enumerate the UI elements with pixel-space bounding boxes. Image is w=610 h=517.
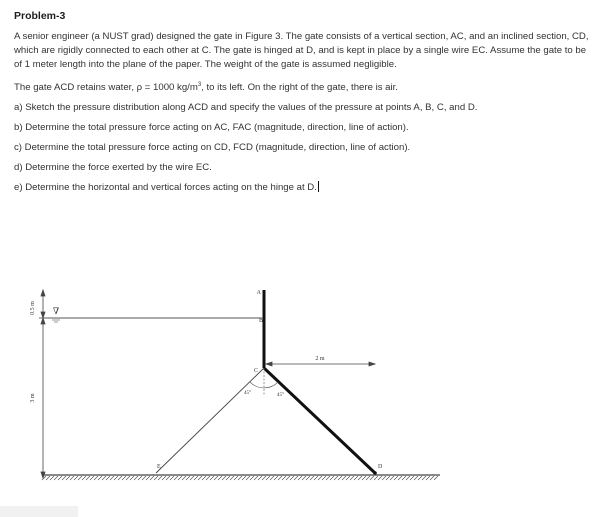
hatch-mark — [226, 476, 230, 480]
hatch-mark — [270, 476, 274, 480]
hatch-mark — [150, 476, 154, 480]
hatch-mark — [382, 476, 386, 480]
hatch-mark — [358, 476, 362, 480]
hatch-mark — [122, 476, 126, 480]
hatch-mark — [362, 476, 366, 480]
retains-statement — [14, 78, 596, 95]
hatch-mark — [322, 476, 326, 480]
problem-document — [14, 10, 596, 201]
retains-text-before: The gate ACD retains water, ρ = 1000 kg/m — [14, 82, 198, 94]
hatch-mark — [174, 476, 178, 480]
text-cursor — [318, 181, 319, 192]
gate-figure — [0, 278, 610, 517]
hatch-mark — [390, 476, 394, 480]
question-e-text: e) Determine the horizontal and vertical forces acting on the hinge at D. — [14, 182, 317, 194]
wire-ec — [156, 368, 264, 473]
problem-title: Problem-3 — [14, 10, 66, 22]
hatch-mark — [294, 476, 298, 480]
hatch-mark — [298, 476, 302, 480]
hatch-mark — [242, 476, 246, 480]
hatch-mark — [70, 476, 74, 480]
hatch-mark — [306, 476, 310, 480]
hatch-mark — [266, 476, 270, 480]
hatch-mark — [282, 476, 286, 480]
hatch-mark — [74, 476, 78, 480]
hatch-mark — [274, 476, 278, 480]
question-c: c) Determine the total pressure force acting on CD, FCD (magnitude, direction, line of action). — [14, 142, 411, 154]
retains-text-after: , to its left. On the right of the gate, there is air. — [201, 82, 398, 94]
hatch-mark — [114, 476, 118, 480]
hatch-mark — [170, 476, 174, 480]
hatch-mark — [278, 476, 282, 480]
hatch-mark — [146, 476, 150, 480]
hatch-mark — [374, 476, 378, 480]
hatch-mark — [394, 476, 398, 480]
hatch-mark — [162, 476, 166, 480]
hatch-mark — [178, 476, 182, 480]
hatch-mark — [206, 476, 210, 480]
label-b: B — [258, 318, 263, 324]
hatch-mark — [86, 476, 90, 480]
hatch-mark — [410, 476, 414, 480]
hatch-mark — [130, 476, 134, 480]
hatch-mark — [82, 476, 86, 480]
angle-left-label: 45° — [244, 391, 251, 396]
hatch-mark — [250, 476, 254, 480]
hatch-mark — [106, 476, 110, 480]
hatch-mark — [290, 476, 294, 480]
label-c: C — [253, 368, 258, 374]
hatch-mark — [90, 476, 94, 480]
label-a: A — [256, 290, 261, 296]
hatch-mark — [214, 476, 218, 480]
hatch-mark — [310, 476, 314, 480]
hatch-mark — [254, 476, 258, 480]
hatch-mark — [238, 476, 242, 480]
hatch-mark — [126, 476, 130, 480]
dim-top-label: 0.5 m — [30, 301, 36, 315]
hatch-mark — [98, 476, 102, 480]
water-surface-symbol: ∇ — [52, 306, 60, 316]
hatch-mark — [366, 476, 370, 480]
hatch-mark — [230, 476, 234, 480]
hatch-mark — [166, 476, 170, 480]
hatch-mark — [134, 476, 138, 480]
hatch-mark — [370, 476, 374, 480]
problem-intro: A senior engineer (a NUST grad) designed the gate in Figure 3. The gate consists of a vertical section, AC, and an inclined section, CD, which are rigidly connected to each other at C. The gate is hinged at D, and is kept in place by a single wire EC. Assume the gate to be of 1 meter length into the plane of the paper. The weight of the gate is assumed negligible. — [14, 31, 589, 70]
dim-bottom-label: 3 m — [30, 393, 36, 403]
hatch-mark — [234, 476, 238, 480]
hatch-mark — [118, 476, 122, 480]
question-a: a) Sketch the pressure distribution along ACD and specify the values of the pressure at points A, B, C, and D. — [14, 102, 478, 114]
hatch-mark — [342, 476, 346, 480]
label-d: D — [378, 464, 383, 470]
hatch-mark — [222, 476, 226, 480]
hatch-mark — [58, 476, 62, 480]
ground-hatching — [42, 476, 438, 480]
hatch-mark — [386, 476, 390, 480]
hatch-mark — [326, 476, 330, 480]
hatch-mark — [258, 476, 262, 480]
hatch-mark — [430, 476, 434, 480]
hatch-mark — [194, 476, 198, 480]
hatch-mark — [46, 476, 50, 480]
hatch-mark — [110, 476, 114, 480]
retains-superscript: 3 — [197, 82, 202, 88]
dim-horizontal-label: 2 m — [315, 356, 325, 362]
hatch-mark — [94, 476, 98, 480]
horizontal-dimension — [266, 362, 375, 366]
hatch-mark — [218, 476, 222, 480]
hatch-mark — [190, 476, 194, 480]
label-e: E — [157, 464, 161, 470]
hatch-mark — [422, 476, 426, 480]
gate-section-cd — [264, 368, 375, 473]
hatch-mark — [314, 476, 318, 480]
hatch-mark — [302, 476, 306, 480]
hatch-mark — [154, 476, 158, 480]
hatch-mark — [142, 476, 146, 480]
question-e — [14, 181, 596, 195]
hatch-mark — [406, 476, 410, 480]
hatch-mark — [414, 476, 418, 480]
hatch-mark — [66, 476, 70, 480]
hatch-mark — [182, 476, 186, 480]
hatch-mark — [78, 476, 82, 480]
hatch-mark — [286, 476, 290, 480]
hatch-mark — [50, 476, 54, 480]
hatch-mark — [158, 476, 162, 480]
bottom-shade — [0, 506, 78, 517]
hatch-mark — [426, 476, 430, 480]
hatch-mark — [198, 476, 202, 480]
hatch-mark — [210, 476, 214, 480]
hatch-mark — [202, 476, 206, 480]
hatch-mark — [246, 476, 250, 480]
hatch-mark — [62, 476, 66, 480]
question-b: b) Determine the total pressure force acting on AC, FAC (magnitude, direction, line of action). — [14, 122, 409, 134]
hatch-mark — [354, 476, 358, 480]
hatch-mark — [138, 476, 142, 480]
hatch-mark — [398, 476, 402, 480]
hatch-mark — [318, 476, 322, 480]
hatch-mark — [378, 476, 382, 480]
angle-arc-right — [264, 382, 278, 388]
hatch-mark — [334, 476, 338, 480]
hatch-mark — [338, 476, 342, 480]
hatch-mark — [102, 476, 106, 480]
angle-arc-left — [250, 382, 264, 388]
question-d: d) Determine the force exerted by the wire EC. — [14, 162, 212, 174]
hinge-d — [373, 471, 377, 475]
hatch-mark — [350, 476, 354, 480]
hatch-mark — [54, 476, 58, 480]
angle-right-label: 45° — [277, 393, 284, 398]
hatch-mark — [402, 476, 406, 480]
hatch-mark — [418, 476, 422, 480]
hatch-mark — [346, 476, 350, 480]
hatch-mark — [330, 476, 334, 480]
hatch-mark — [186, 476, 190, 480]
hatch-mark — [434, 476, 438, 480]
hatch-mark — [262, 476, 266, 480]
